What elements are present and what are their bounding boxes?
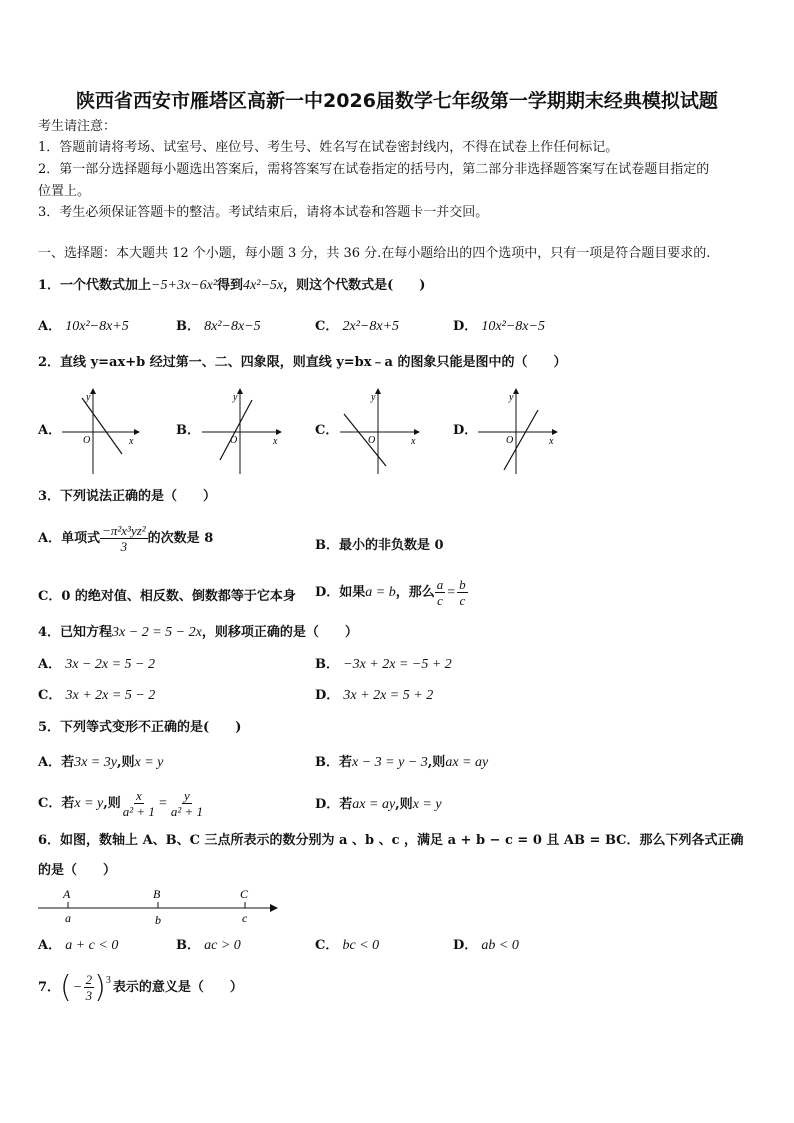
q1-option-c[interactable] xyxy=(315,318,399,336)
option-label: B． xyxy=(315,657,339,672)
q7-label: 7． xyxy=(38,979,61,995)
q4-stem-text: 4．已知方程 xyxy=(38,625,113,640)
notice-item: 位置上。 xyxy=(38,184,91,199)
point-b-label: B xyxy=(153,887,161,901)
q4-option-b[interactable] xyxy=(315,656,452,674)
option-text: 3x − 2x = 5 − 2 xyxy=(65,657,156,672)
option-text: ,则 xyxy=(103,795,121,811)
option-text: ,则 xyxy=(116,755,135,770)
q5-option-b[interactable] xyxy=(315,754,488,772)
option-text: −3x + 2x = −5 + 2 xyxy=(343,657,452,672)
graph-line xyxy=(220,400,252,460)
option-label: C． xyxy=(315,319,339,334)
x-axis-arrow xyxy=(276,429,282,435)
math-expression: x = y xyxy=(134,755,164,770)
point-c-value: c xyxy=(242,911,248,925)
q6-option-c[interactable] xyxy=(315,937,379,955)
math-expression: x = y xyxy=(74,795,104,811)
question-6-stem-cont: 的是（ ） xyxy=(38,863,117,878)
math-expression: 3x = 3y xyxy=(74,755,117,770)
option-text: D．如果 xyxy=(315,584,366,600)
q3-option-a[interactable] xyxy=(38,523,213,554)
option-label: A． xyxy=(38,319,62,334)
q6-option-a[interactable] xyxy=(38,937,118,955)
graph-line xyxy=(344,414,386,466)
exponent: 3 xyxy=(105,975,111,986)
fraction-numerator: y xyxy=(184,788,190,803)
notice-item: 3．考生必须保证答题卡的整洁。考试结束后，请将本试卷和答题卡一并交回。 xyxy=(38,205,489,220)
y-label: y xyxy=(371,392,376,403)
option-text: ac > 0 xyxy=(204,938,241,953)
q1-option-a[interactable] xyxy=(38,318,129,336)
option-text: bc < 0 xyxy=(342,938,380,953)
fraction-denominator: a² + 1 xyxy=(122,804,155,819)
fraction-denominator: a² + 1 xyxy=(170,804,204,819)
option-text: A．单项式 xyxy=(38,530,101,546)
fraction xyxy=(457,577,468,608)
option-text: ,则 xyxy=(395,797,413,812)
q5-option-d[interactable] xyxy=(315,796,442,814)
option-text: ，那么 xyxy=(395,584,435,600)
equals-sign: = xyxy=(447,584,456,600)
option-label: C．若 xyxy=(38,795,75,811)
q2-graph-b xyxy=(200,386,285,476)
q2-option-c-label[interactable]: C． xyxy=(315,423,339,438)
y-axis-arrow xyxy=(513,388,519,394)
q3-monomial-fraction xyxy=(100,523,148,554)
option-text: 的次数是 8 xyxy=(147,530,214,546)
fraction-numerator: −π²x³yz² xyxy=(102,523,146,538)
q4-option-d[interactable] xyxy=(315,687,433,705)
question-5-stem: 5．下列等式变形不正确的是( ) xyxy=(38,720,242,735)
math-expression: ax = ay xyxy=(352,797,396,812)
option-text: 8x²−8x−5 xyxy=(204,319,261,334)
fraction-denominator: 3 xyxy=(120,539,128,554)
option-label: D． xyxy=(453,319,478,334)
point-b-value: b xyxy=(155,913,161,927)
notice-item: 1．答题前请将考场、试室号、座位号、考生号、姓名写在试卷密封线内，不得在试卷上作任何标记。 xyxy=(38,140,619,155)
point-a-value: a xyxy=(65,911,71,925)
y-axis-arrow xyxy=(90,388,96,394)
x-label: x xyxy=(273,436,278,447)
q6-number-line xyxy=(36,884,286,928)
y-label: y xyxy=(509,392,514,403)
math-expression: a = b xyxy=(365,584,396,600)
y-label: y xyxy=(233,392,238,403)
y-axis-arrow xyxy=(237,388,243,394)
question-4-stem xyxy=(38,624,358,642)
option-label: A． xyxy=(38,657,62,672)
q2-graph-a xyxy=(60,386,140,476)
x-axis-arrow xyxy=(414,429,420,435)
q3-option-c[interactable]: C．0 的绝对值、相反数、倒数都等于它本身 xyxy=(38,589,296,604)
option-text: 10x²−8x+5 xyxy=(65,319,129,334)
option-label: D．若 xyxy=(315,797,353,812)
origin-label: O xyxy=(506,435,514,446)
q4-stem-text: ，则移项正确的是（ ） xyxy=(201,625,358,640)
fraction xyxy=(121,788,157,819)
equals-sign: = xyxy=(158,795,167,811)
option-label: C． xyxy=(315,938,339,953)
notice-heading: 考生请注意： xyxy=(38,119,117,134)
option-text: 3x + 2x = 5 − 2 xyxy=(65,688,156,703)
q5-option-a[interactable] xyxy=(38,754,163,772)
right-paren: ) xyxy=(94,969,106,1005)
point-c-label: C xyxy=(240,887,249,901)
q4-equation: 3x − 2 = 5 − 2x xyxy=(112,625,202,640)
question-7-stem xyxy=(38,969,243,1005)
x-axis-arrow xyxy=(134,429,140,435)
option-label: B． xyxy=(176,938,200,953)
q1-stem-text: ，则这个代数式是( ) xyxy=(283,278,426,293)
fraction xyxy=(435,577,446,608)
q2-option-d-label[interactable]: D． xyxy=(453,423,478,438)
x-label: x xyxy=(129,436,134,447)
y-label: y xyxy=(86,392,91,403)
q1-stem-text: 1．一个代数式加上 xyxy=(38,278,152,293)
fraction-numerator: x xyxy=(135,788,142,803)
y-axis-arrow xyxy=(375,388,381,394)
option-label: B．若 xyxy=(315,755,352,770)
q2-graph-d xyxy=(476,386,561,476)
fraction xyxy=(169,788,205,819)
option-label: C． xyxy=(38,688,62,703)
option-text: 2x²−8x+5 xyxy=(342,319,400,334)
option-text: 10x²−8x−5 xyxy=(481,319,545,334)
question-3-stem: 3．下列说法正确的是（ ） xyxy=(38,489,217,504)
math-expression: ax = ay xyxy=(445,755,489,770)
option-text: 3x + 2x = 5 + 2 xyxy=(343,688,434,703)
q6-option-b[interactable] xyxy=(176,937,241,955)
page-title: 陕西省西安市雁塔区高新一中2026届数学七年级第一学期期末经典模拟试题 xyxy=(76,90,718,112)
option-text: a + c < 0 xyxy=(65,938,119,953)
fraction-denominator: c xyxy=(437,593,443,608)
fraction-denominator: 3 xyxy=(85,988,93,1003)
origin-label: O xyxy=(230,435,238,446)
number-line-arrow xyxy=(270,904,278,912)
fraction-denominator: c xyxy=(459,593,466,608)
fraction-numerator: a xyxy=(436,577,444,592)
x-label: x xyxy=(549,436,554,447)
q3-option-d[interactable] xyxy=(315,577,468,608)
question-2-stem: 2．直线 y=ax+b 经过第一、二、四象限，则直线 y=bx﹣a 的图象只能是图中的（ ） xyxy=(38,355,567,370)
option-text: ,则 xyxy=(427,755,446,770)
fraction-numerator: b xyxy=(459,577,466,592)
option-label: B． xyxy=(176,319,200,334)
q1-stem-text: 得到 xyxy=(217,278,244,293)
q2-option-a-label[interactable]: A． xyxy=(38,423,62,438)
q1-option-d[interactable] xyxy=(453,318,545,336)
q3-option-b[interactable]: B．最小的非负数是 0 xyxy=(315,538,444,553)
left-paren: ( xyxy=(60,969,72,1005)
q6-option-d[interactable] xyxy=(453,937,519,955)
question-6-stem: 6．如图，数轴上 A、B、C 三点所表示的数分别为 a 、b 、c ，满足 a + b − c = 0 且 AB = BC．那么下列各式正确 xyxy=(38,833,744,848)
q2-graph-c xyxy=(338,386,423,476)
minus-sign: − xyxy=(73,979,82,995)
q7-stem-text: 表示的意义是（ ） xyxy=(112,979,243,995)
q1-expression: 4x²−5x xyxy=(243,278,284,293)
origin-label: O xyxy=(83,435,91,446)
option-text: ab < 0 xyxy=(481,938,519,953)
q1-option-b[interactable] xyxy=(176,318,261,336)
math-expression: x − 3 = y − 3 xyxy=(352,755,428,770)
math-expression: x = y xyxy=(412,797,442,812)
origin-label: O xyxy=(368,435,376,446)
x-label: x xyxy=(411,436,416,447)
question-1-stem xyxy=(38,277,425,295)
option-label: D． xyxy=(453,938,478,953)
q1-expression: −5+3x−6x² xyxy=(151,278,218,293)
q2-option-b-label[interactable]: B． xyxy=(176,423,200,438)
q4-option-a[interactable] xyxy=(38,656,155,674)
option-label: D． xyxy=(315,688,340,703)
section-heading: 一、选择题：本大题共 12 个小题，每小题 3 分，共 36 分.在每小题给出的四个选项中，只有一项是符合题目要求的. xyxy=(38,246,711,261)
fraction xyxy=(84,972,95,1003)
fraction-numerator: 2 xyxy=(85,972,93,987)
q4-option-c[interactable] xyxy=(38,687,155,705)
x-axis-arrow xyxy=(552,429,558,435)
option-label: A． xyxy=(38,938,62,953)
q5-option-c[interactable] xyxy=(38,788,205,819)
notice-item: 2．第一部分选择题每小题选出答案后，需将答案写在试卷指定的括号内，第二部分非选择题答案写在试卷题目指定的 xyxy=(38,162,710,177)
point-a-label: A xyxy=(63,887,71,901)
option-label: A．若 xyxy=(38,755,75,770)
